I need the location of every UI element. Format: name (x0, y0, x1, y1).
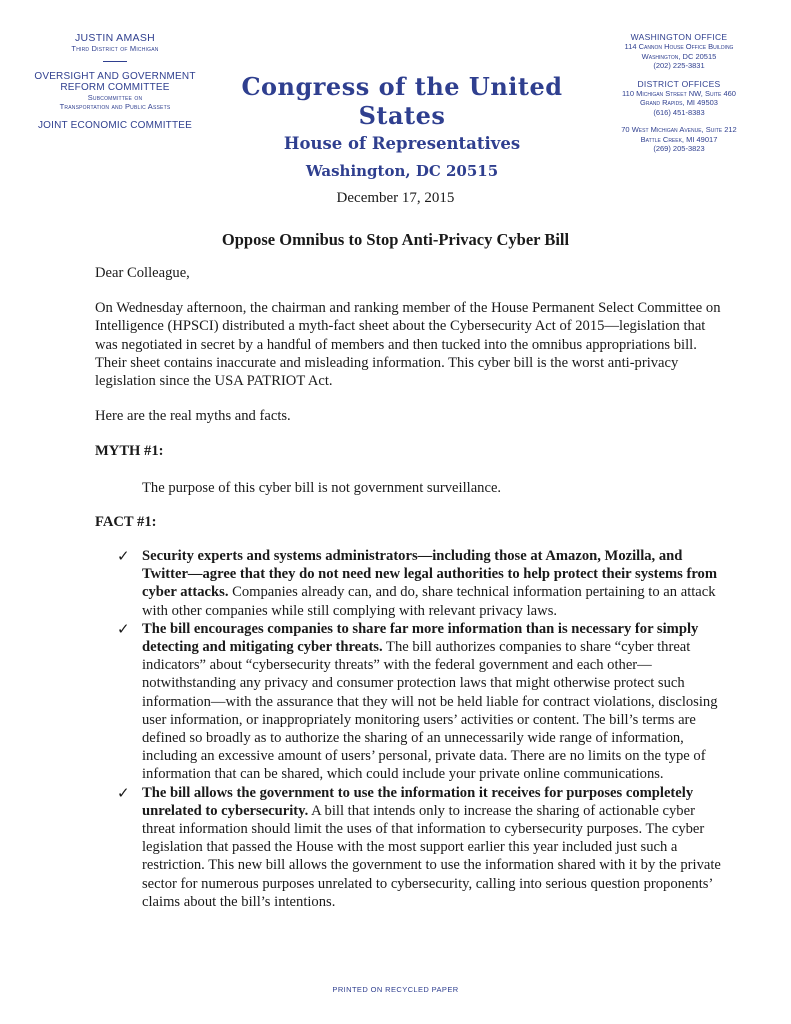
fact-list (95, 547, 725, 911)
letter-title: Oppose Omnibus to Stop Anti-Privacy Cyber Bill (221, 230, 570, 249)
myth-heading: MYTH #1: (95, 443, 164, 460)
fact-bold: Security experts and systems administrators—including those at Amazon, Mozilla, and Twitter—agree that they do not need new legal authorities to help protect their systems from cyber attacks. (142, 548, 718, 601)
grand-rapids-address-2: Grand Rapids, MI 49503 (640, 98, 718, 107)
fact-bold: The bill allows the government to use the information it receives for purposes completely unrelated to cybersecurity. (142, 784, 694, 819)
committee-joint-economic: JOINT ECONOMIC COMMITTEE (37, 120, 193, 131)
list-item (95, 784, 725, 911)
myth-text: The purpose of this cyber bill is not government surveillance. (142, 479, 502, 496)
member-name: JUSTIN AMASH (74, 32, 156, 44)
grand-rapids-address-1: 110 Michigan Street NW, Suite 460 (622, 88, 736, 98)
checkmark-icon: ✓ (117, 547, 130, 566)
house-title: House of Representatives (283, 134, 521, 153)
congress-title: Congress of the United States (241, 72, 563, 130)
divider (103, 61, 127, 62)
washington-address-1: 114 Cannon House Office Building (624, 42, 734, 51)
list-item (95, 620, 725, 784)
washington-line: Washington, DC 20515 (305, 162, 499, 180)
paragraph-intro: On Wednesday afternoon, the chairman and ranking member of the House Permanent Select Committee on Intelligence (HPSCI) distributed a myth-fact sheet about the Cybersecurity Act of 2015—legislation that was negotiated in secret by a handful of members and then tucked into the omnibus appropriations bill. Their sheet contains inaccurate and misleading information. This cyber bill is the worst anti-privacy legislation since the USA PATRIOT Act. (95, 300, 721, 390)
battle-creek-phone: (269) 205-3823 (653, 144, 705, 153)
member-district: Third District of Michigan (71, 44, 159, 53)
subcommittee-line2: Transportation and Public Assets (59, 102, 171, 111)
washington-phone: (202) 225-3831 (653, 61, 705, 70)
list-item (95, 547, 725, 620)
recycled-paper-footer: PRINTED ON RECYCLED PAPER (332, 985, 459, 994)
fact-text: Companies already can, and do, share technical information pertaining to an attack with other companies while still complying with relevant privacy laws. (142, 584, 716, 619)
fact-text: A bill that intends only to increase the sharing of actionable cyber threat information should limit the uses of that information to cybersecurity purposes. The cyber legislation that passed the House with the most support earlier this year included just such a restriction. This new bill allows the government to use the information shared with it by the private sector for numerous purposes unrelated to cybersecurity, calling into serious question proponents’ claims about the bill’s intentions. (142, 802, 721, 910)
letter-body (95, 264, 725, 911)
greeting: Dear Colleague, (95, 265, 190, 281)
washington-address-2: Washington, DC 20515 (641, 51, 717, 61)
battle-creek-address-2: Battle Creek, MI 49017 (640, 134, 718, 144)
letter-date: December 17, 2015 (336, 190, 455, 206)
fact-text: The bill authorizes companies to share “cyber threat indicators” about “cybersecurity threats” with the federal government and each other—notwithstanding any privacy and consumer protection laws that might otherwise protect such information—with the assurance that they will not be held liable for contract violations, disclosing user information, or inappropriately monitoring users’ activities or content. The bill’s terms are defined so broadly as to authorize the sharing of an unnecessarily wide range of information, including an excessive amount of users’ personal, private data. There are no limits on the type of information that can be shared, which could include your private online communications. (142, 639, 718, 783)
letterhead-center (232, 72, 572, 180)
grand-rapids-phone: (616) 451-8383 (653, 107, 705, 117)
checkmark-icon: ✓ (117, 783, 130, 802)
battle-creek-address-1: 70 West Michigan Avenue, Suite 212 (621, 125, 737, 134)
paragraph-myths-facts: Here are the real myths and facts. (95, 408, 291, 425)
fact-bold: The bill encourages companies to share far more information than is necessary for simply detecting and mitigating cyber threats. (142, 620, 699, 656)
committee-oversight: OVERSIGHT AND GOVERNMENT REFORM COMMITTEE (34, 71, 196, 93)
letterhead-left (20, 32, 210, 131)
letterhead-right (589, 32, 769, 154)
fact-heading: FACT #1: (95, 513, 157, 530)
district-offices-heading: DISTRICT OFFICES (637, 78, 721, 89)
washington-office-heading: WASHINGTON OFFICE (630, 32, 728, 42)
subcommittee-line1: Subcommittee on (87, 93, 143, 102)
checkmark-icon: ✓ (117, 619, 130, 638)
